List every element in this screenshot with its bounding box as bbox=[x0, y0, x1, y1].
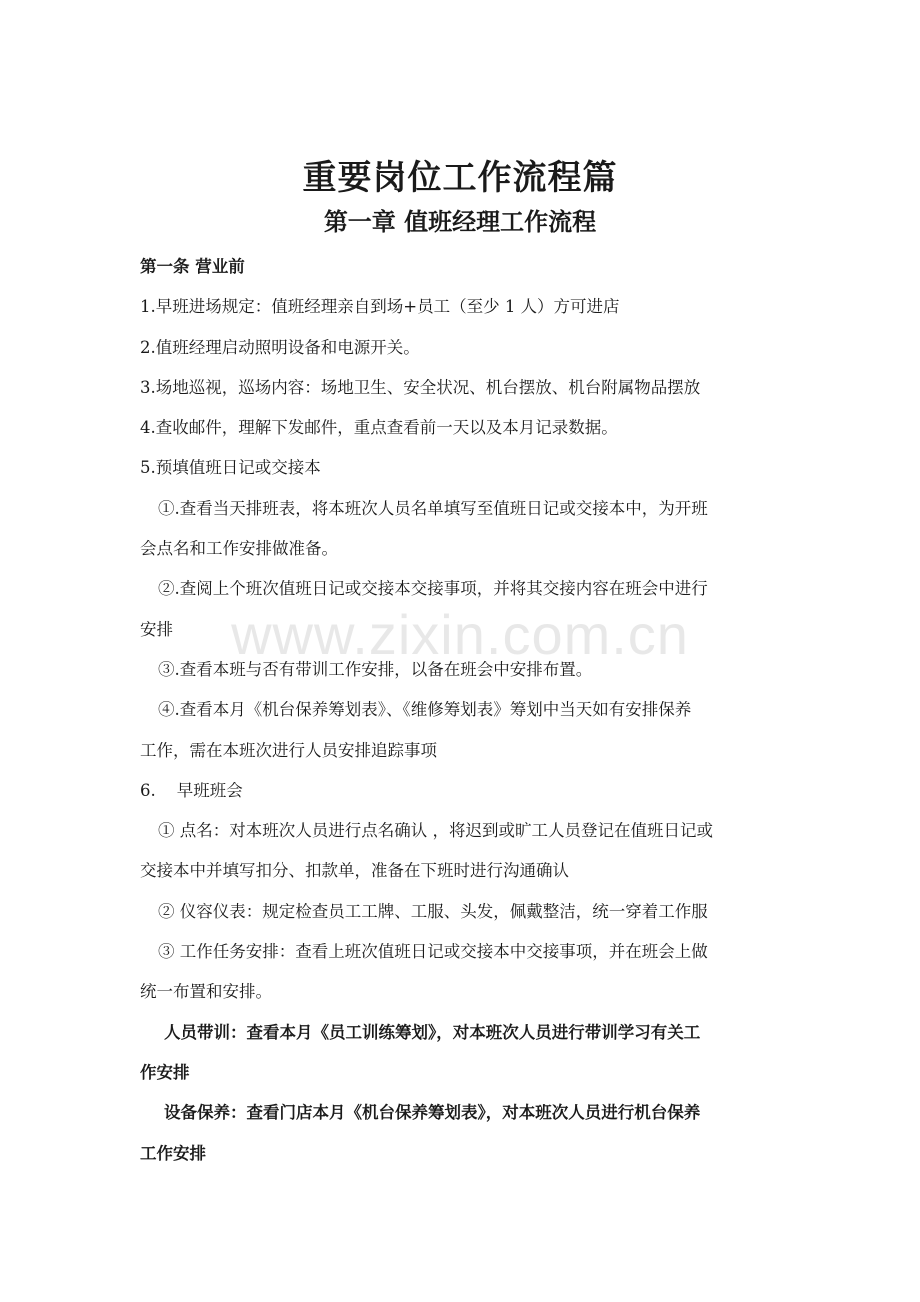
sub-item: ① 点名：对本班次人员进行点名确认 ，将迟到或旷工人员登记在值班日记或 bbox=[158, 821, 713, 841]
list-item: 2.值班经理启动照明设备和电源开关。 bbox=[140, 337, 420, 357]
chapter-heading: 第一章 值班经理工作流程 bbox=[323, 208, 597, 236]
bold-paragraph-continued: 作安排 bbox=[140, 1062, 190, 1082]
sub-item-continued: 交接本中并填写扣分、扣款单，准备在下班时进行沟通确认 bbox=[140, 861, 569, 881]
bold-paragraph-continued: 工作安排 bbox=[140, 1143, 206, 1163]
list-item: 5.预填值班日记或交接本 bbox=[140, 458, 321, 478]
list-item: 1.早班进场规定：值班经理亲自到场+员工（至少 1 人）方可进店 bbox=[140, 297, 620, 317]
sub-item: ③ 工作任务安排：查看上班次值班日记或交接本中交接事项，并在班会上做 bbox=[158, 942, 708, 962]
bold-paragraph: 人员带训：查看本月《员工训练筹划》，对本班次人员进行带训学习有关工 bbox=[164, 1022, 701, 1042]
bold-paragraph: 设备保养：查看门店本月《机台保养筹划表》，对本班次人员进行机台保养 bbox=[164, 1103, 701, 1123]
sub-item: ④.查看本月《机台保养筹划表》、《维修筹划表》筹划中当天如有安排保养 bbox=[158, 700, 692, 720]
sub-item-continued: 工作，需在本班次进行人员安排追踪事项 bbox=[140, 740, 437, 760]
sub-item: ③.查看本班与否有带训工作安排，以备在班会中安排布置。 bbox=[158, 659, 593, 679]
list-item: 4.查收邮件，理解下发邮件，重点查看前一天以及本月记录数据。 bbox=[140, 418, 618, 438]
sub-item: ①.查看当天排班表，将本班次人员名单填写至值班日记或交接本中，为开班 bbox=[158, 498, 708, 518]
sub-item: ②.查阅上个班次值班日记或交接本交接事项，并将其交接内容在班会中进行 bbox=[158, 579, 708, 599]
list-item: 3.场地巡视，巡场内容：场地卫生、安全状况、机台摆放、机台附属物品摆放 bbox=[140, 377, 701, 397]
sub-item-continued: 会点名和工作安排做准备。 bbox=[140, 539, 338, 559]
sub-item-continued: 统一布置和安排。 bbox=[140, 982, 272, 1002]
list-item: 6. 早班班会 bbox=[140, 780, 243, 800]
sub-item: ② 仪容仪表：规定检查员工工牌、工服、头发，佩戴整洁，统一穿着工作服 bbox=[158, 901, 708, 921]
document-title: 重要岗位工作流程篇 bbox=[302, 158, 618, 198]
section-heading: 第一条 营业前 bbox=[140, 257, 245, 276]
sub-item-continued: 安排 bbox=[140, 619, 173, 639]
watermark-text: www.zixin.com.cn bbox=[231, 603, 689, 666]
document-body bbox=[140, 247, 790, 1174]
